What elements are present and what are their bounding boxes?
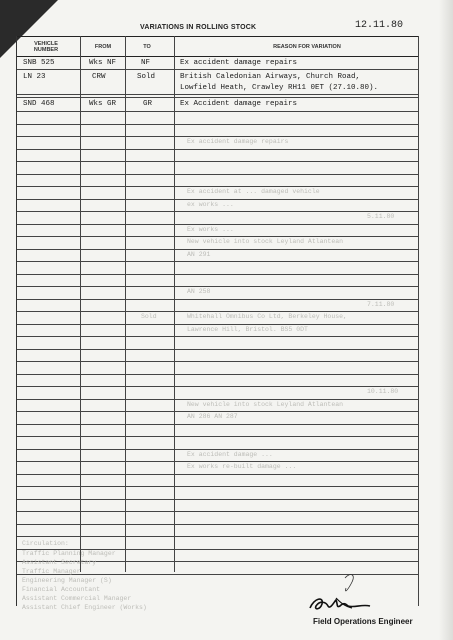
table-rule: [17, 311, 418, 312]
table-rule: [17, 374, 418, 375]
row-1-to: NF: [141, 59, 151, 67]
row-3-to: GR: [143, 100, 153, 108]
circulation-line: Assistant Secretary: [22, 559, 97, 566]
row-2-reason-line-1: British Caledonian Airways, Church Road,: [180, 73, 361, 81]
table-rule: [17, 211, 418, 212]
row-1-vehicle: SNB 525: [23, 59, 55, 67]
table-rule: [17, 386, 418, 387]
column-divider: [174, 36, 175, 572]
reverse-side-text: AN 291: [187, 250, 211, 258]
column-divider: [125, 36, 126, 572]
table-rule: [17, 336, 418, 337]
reverse-side-text: ex works ...: [187, 200, 234, 208]
table-rule: [17, 274, 418, 275]
reverse-side-text: New vehicle into stock Leyland Atlantean: [187, 400, 344, 408]
row-3-vehicle: SND 468: [23, 100, 55, 108]
table-rule: [17, 474, 418, 475]
table-rule: [17, 511, 418, 512]
rolling-stock-table: [16, 36, 419, 606]
table-rule: [17, 361, 418, 362]
reverse-side-text: AN 286 AN 287: [187, 413, 238, 420]
document-date: 12.11.80: [355, 20, 404, 31]
reverse-side-text: 10.11.80: [367, 388, 399, 395]
reverse-side-text: 5.11.80: [367, 213, 395, 220]
table-rule: [17, 524, 418, 525]
reverse-side-text: Whitehall Omnibus Co Ltd, Berkeley House,: [187, 313, 347, 320]
table-rule: [17, 56, 418, 57]
table-rule: [17, 36, 418, 37]
reverse-side-text: Ex works ...: [187, 225, 234, 233]
table-rule: [17, 411, 418, 412]
table-rule: [17, 349, 418, 350]
column-header-to: TO: [143, 44, 151, 50]
circulation-line: Traffic Manager: [22, 568, 81, 575]
column-divider: [80, 36, 81, 572]
row-2-vehicle: LN 23: [23, 73, 46, 81]
reverse-side-text: Sold: [141, 313, 157, 320]
circulation-heading: Circulation:: [22, 540, 69, 547]
row-1-from: Wks NF: [89, 59, 117, 67]
reverse-side-text: AN 258: [187, 288, 211, 295]
table-rule: [17, 149, 418, 150]
circulation-list: [22, 540, 322, 620]
table-rule: [17, 161, 418, 162]
table-rule: [17, 124, 418, 125]
row-3-from: Wks GR: [89, 100, 117, 108]
table-rule: [17, 486, 418, 487]
column-header-vehicle: VEHICLE NUMBER: [33, 41, 59, 53]
column-header-reason: REASON FOR VARIATION: [273, 44, 341, 50]
table-rule: [17, 286, 418, 287]
table-rule: [17, 236, 418, 237]
table-rule: [17, 186, 418, 187]
row-2-from: CRW: [92, 73, 106, 81]
row-3-reason: Ex Accident damage repairs: [180, 100, 298, 108]
table-rule: [17, 136, 418, 137]
reverse-side-text: Ex works re-built damage ...: [187, 463, 297, 470]
row-2-reason-line-2: Lowfield Heath, Crawley RH11 0ET (27.10.80).: [180, 84, 379, 92]
table-rule: [17, 424, 418, 425]
column-header-from: FROM: [94, 44, 112, 50]
table-rule: [17, 436, 418, 437]
circulation-line: Traffic Planning Manager: [22, 550, 116, 557]
table-rule: [17, 94, 418, 95]
reverse-side-text: New vehicle into stock Leyland Atlantean: [187, 238, 344, 245]
table-rule: [17, 111, 418, 112]
row-1-reason: Ex accident damage repairs: [180, 59, 298, 67]
table-rule: [17, 536, 418, 537]
table-rule: [17, 299, 418, 300]
table-rule: [17, 249, 418, 250]
table-rule: [17, 69, 418, 70]
reverse-side-text: Ex accident damage ...: [187, 450, 273, 458]
table-rule: [17, 461, 418, 462]
reverse-side-text: Ex accident at ... damaged vehicle: [187, 188, 320, 195]
table-rule: [17, 174, 418, 175]
reverse-side-text: Ex accident damage repairs: [187, 138, 289, 145]
circulation-line: Assistant Chief Engineer (Works): [22, 604, 147, 611]
document-title: VARIATIONS IN ROLLING STOCK: [140, 24, 257, 31]
reverse-side-text: Lawrence Hill, Bristol. BS5 0DT: [187, 325, 308, 333]
reverse-side-text: 7.11.80: [367, 300, 395, 308]
signature-caption: Field Operations Engineer: [313, 617, 413, 626]
row-2-to: Sold: [137, 73, 156, 81]
circulation-line: Engineering Manager (S): [22, 577, 112, 584]
table-rule: [17, 499, 418, 500]
circulation-line: Assistant Commercial Manager: [22, 595, 132, 602]
signature-mark: [300, 568, 400, 616]
scan-edge-shadow: [439, 0, 453, 640]
circulation-line: Financial Accountant: [22, 586, 101, 593]
table-rule: [17, 261, 418, 262]
table-rule: [17, 97, 418, 98]
